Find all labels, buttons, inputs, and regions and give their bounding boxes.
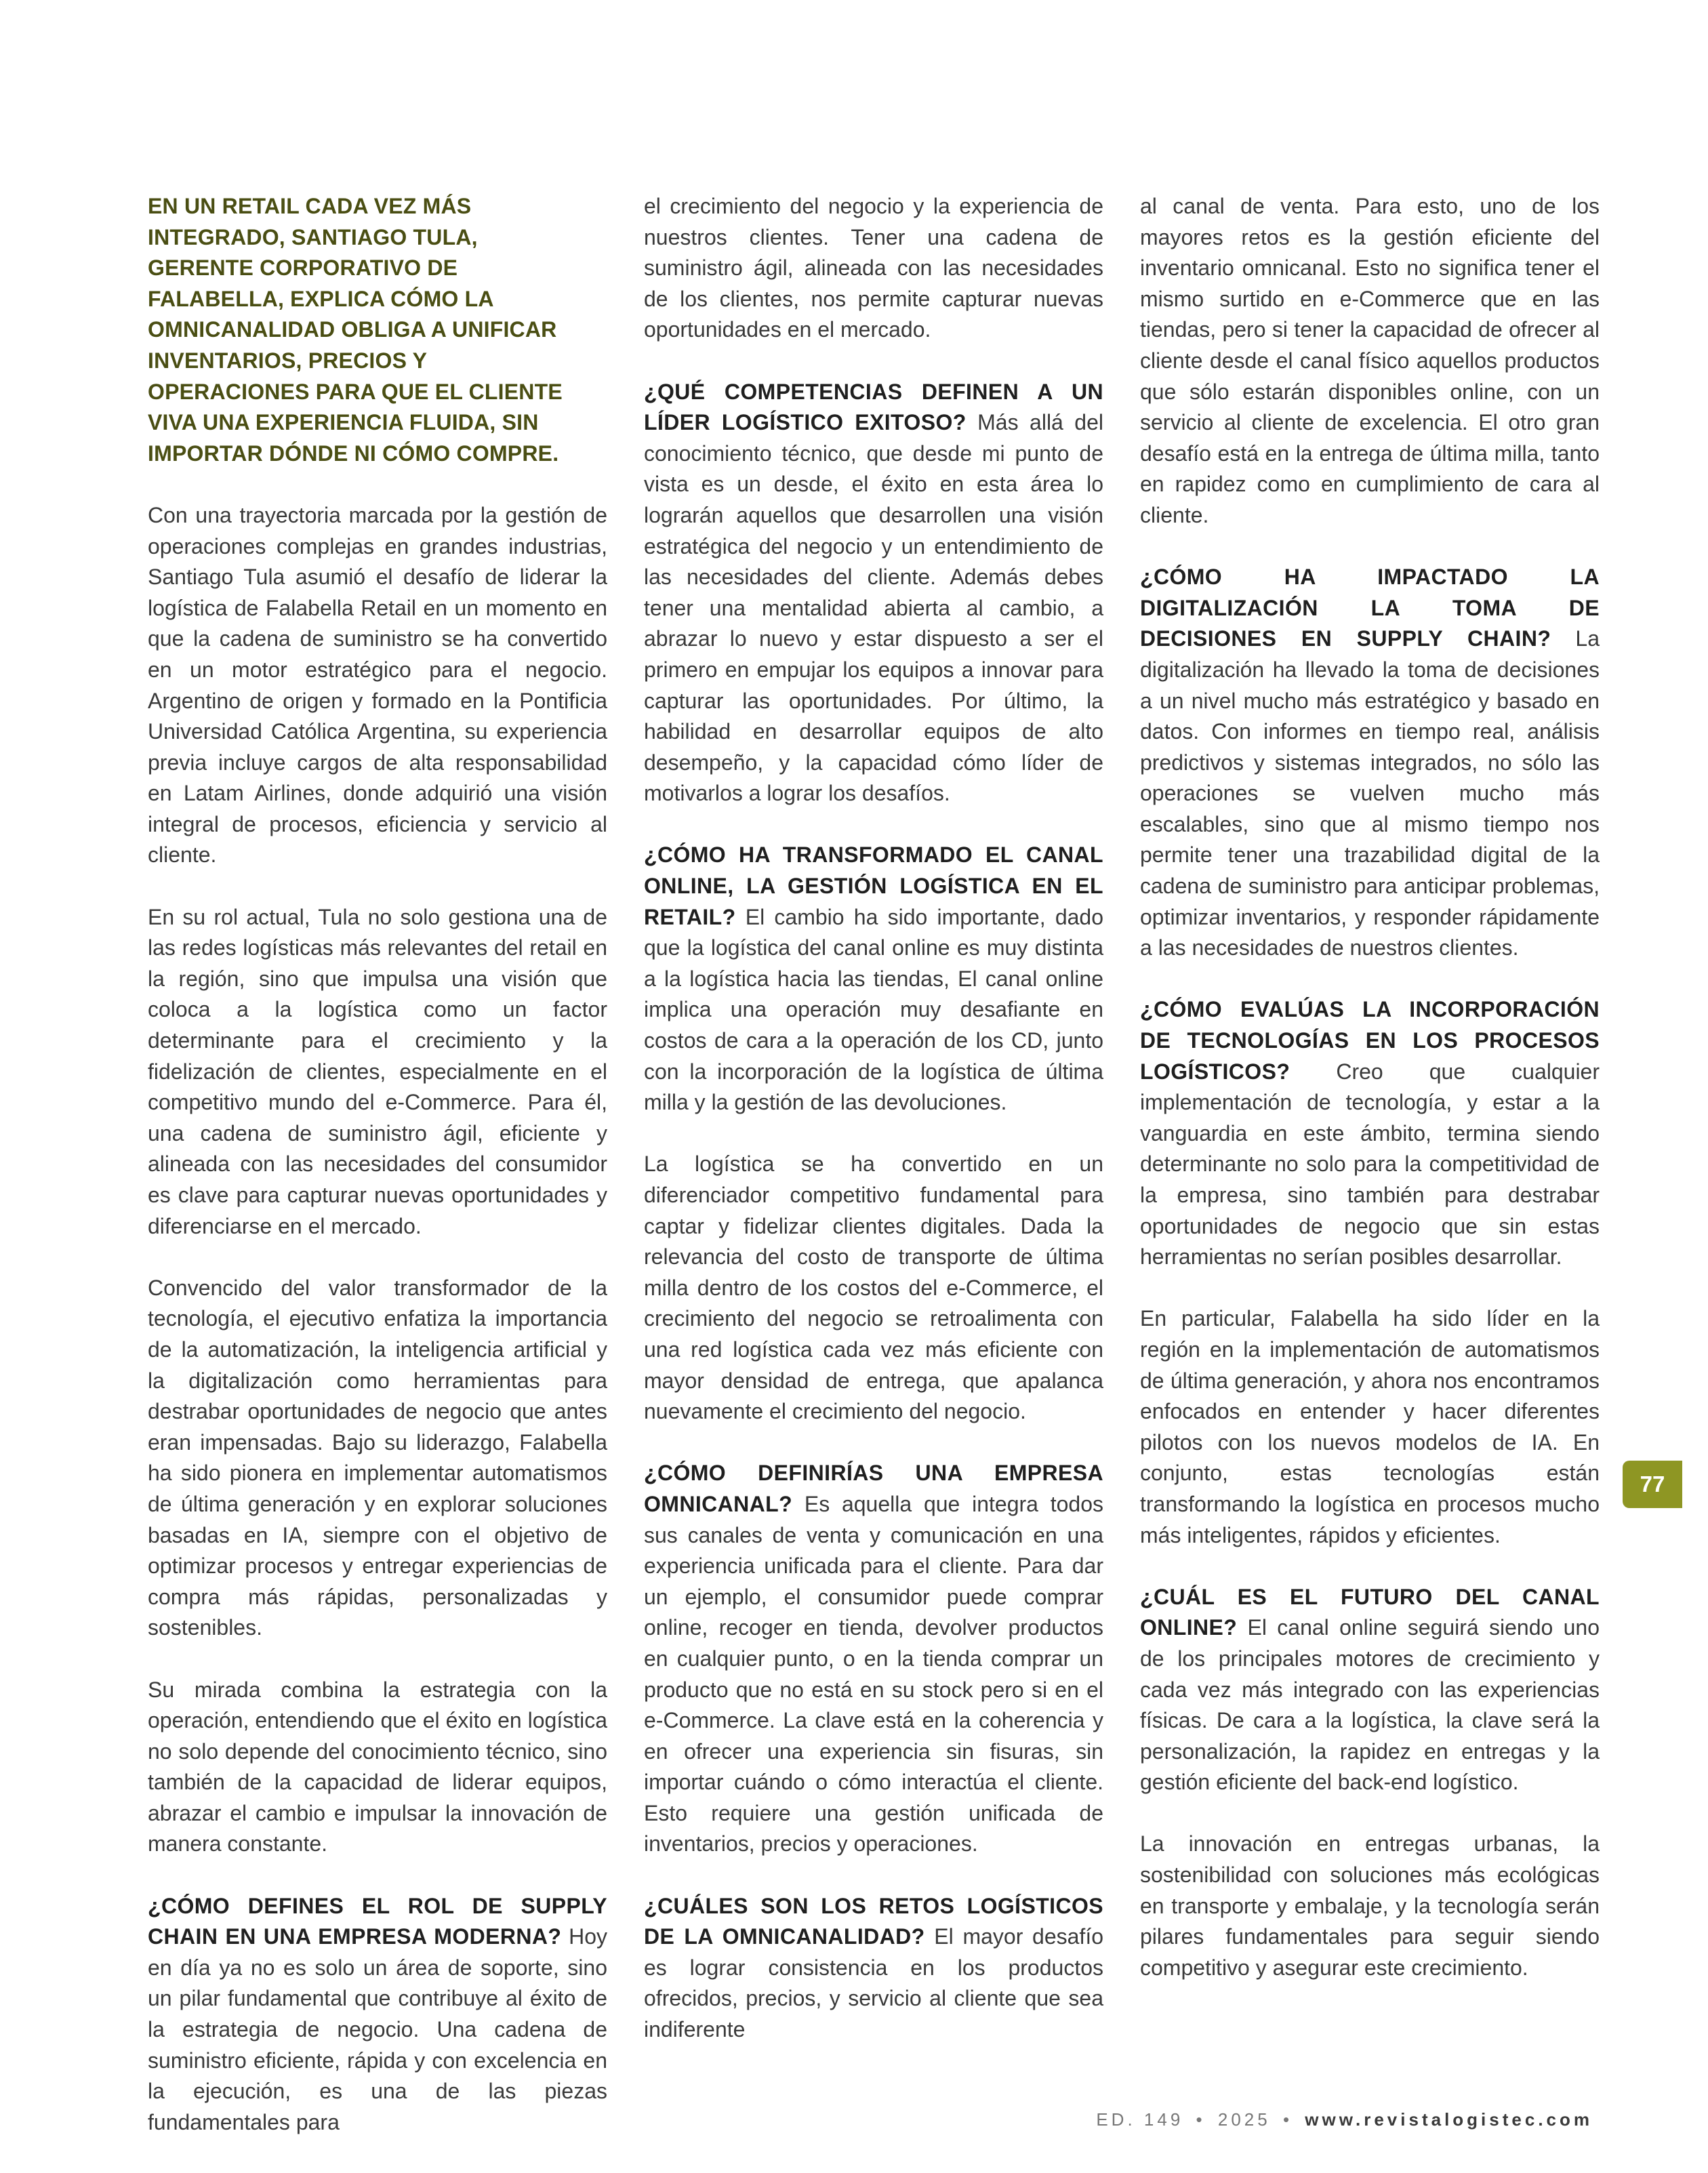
qa-block xyxy=(644,1458,1103,1860)
qa-block xyxy=(1140,562,1600,964)
question: ¿CÓMO HA IMPACTADO LA DIGITALIZACIÓN LA TOMA DE DECISIONES EN SUPPLY CHAIN? xyxy=(1140,565,1600,651)
paragraph: Su mirada combina la estrategia con la operación, entendiendo que el éxito en logística no solo depende del conocimiento técnico, sino también de la capacidad de liderar equipos, abrazar el cambio e impulsar la innovación de manera constante. xyxy=(148,1677,607,1856)
edition-label: ED. 149 xyxy=(1096,2109,1184,2130)
question: ¿CÓMO EVALÚAS LA INCORPORACIÓN DE TECNOLOGÍAS EN LOS PROCESOS LOGÍSTICOS? xyxy=(1140,997,1600,1084)
paragraph: En particular, Falabella ha sido líder en la región en la implementación de automatismos de última generación, y ahora nos encontramos enfocados en entender y hacer diferentes pilotos con los nuevos modelos de IA. En conjunto, estas tecnologías están transformando la logística en procesos mucho más inteligentes, rápidos y eficientes. xyxy=(1140,1306,1600,1547)
website-link[interactable]: www.revistalogistec.com xyxy=(1305,2109,1593,2130)
paragraph: Convencido del valor transformador de la tecnología, el ejecutivo enfatiza la importancia de la automatización, la inteligencia artificial y la digitalización como herramientas para destrabar oportunidades de negocio que antes eran impensadas. Bajo su liderazgo, Falabella ha sido pionera en implementar automatismos de última generación y en explorar soluciones basadas en IA, siempre con el objetivo de optimizar procesos y entregar experiencias de compra más rápidas, personalizadas y sostenibles. xyxy=(148,1275,607,1640)
article-column-1 xyxy=(148,191,607,2169)
qa-block xyxy=(644,377,1103,809)
year-label: 2025 xyxy=(1217,2109,1271,2130)
qa-block xyxy=(1140,1582,1600,1798)
paragraph: el crecimiento del negocio y la experiencia de nuestros clientes. Tener una cadena de suministro ágil, alineada con las necesidades de los clientes, nos permite capturar nuevas oportunidades en el mercado. xyxy=(644,194,1103,342)
answer: El mayor desafío es lograr consistencia en los productos ofrecidos, precios, y servicio al cliente que sea indiferente xyxy=(644,1924,1104,2042)
paragraph: al canal de venta. Para esto, uno de los mayores retos es la gestión eficiente del inventario omnicanal. Esto no significa tener el mismo surtido en e-Commerce que en las tiendas, pero si tener la capacidad de ofrecer al cliente desde el canal físico aquellos productos que sólo estarán disponibles online, con un servicio al cliente de excelencia. El otro gran desafío está en la entrega de última milla, tanto en rapidez como en cumplimiento de cara al cliente. xyxy=(1140,194,1600,527)
answer: La digitalización ha llevado la toma de decisiones a un nivel mucho más estratégico y basado en datos. Con informes en tiempo real, análisis predictivos y sistemas integrados, no sólo las operaciones se vuelven mucho más escalables, sino que al mismo tiempo nos permite tener una trazabilidad digital de la cadena de suministro para anticipar problemas, optimizar inventarios, y responder rápidamente a las necesidades de nuestros clientes. xyxy=(1140,626,1600,960)
footer-separator: • xyxy=(1196,2109,1206,2130)
qa-block xyxy=(644,840,1103,1118)
article-lead: EN UN RETAIL CADA VEZ MÁS INTEGRADO, SANTIAGO TULA, GERENTE CORPORATIVO DE FALABELLA, EXPLICA CÓMO LA OMNICANALIDAD OBLIGA A UNIFICAR INVENTARIOS, PRECIOS Y OPERACIONES PARA QUE EL CLIENTE VIVA UNA EXPERIENCIA FLUIDA, SIN IMPORTAR DÓNDE NI CÓMO COMPRE. xyxy=(148,194,563,466)
answer: Es aquella que integra todos sus canales de venta y comunicación en una experiencia unificada para el cliente. Para dar un ejemplo, el consumidor puede comprar online, recoger en tienda, devolver productos en cualquier punto, o en la tienda comprar un producto que no está en su stock pero si en el e-Commerce. La clave está en la coherencia y en ofrecer una experiencia sin fisuras, sin importar cuándo o cómo interactúa el cliente. Esto requiere una gestión unificada de inventarios, precios y operaciones. xyxy=(644,1491,1103,1856)
article-column-2 xyxy=(644,191,1103,2076)
qa-block xyxy=(148,1891,607,2138)
answer: Hoy en día ya no es solo un área de soporte, sino un pilar fundamental que contribuye al éxito de la estrategia de negocio. Una cadena de suministro eficiente, rápida y con excelencia en la ejecución, es una de las piezas fundamentales para xyxy=(148,1924,607,2134)
answer: El canal online seguirá siendo uno de los principales motores de crecimiento y cada vez más integrado con las experiencias físicas. De cara a la logística, la clave será la personalización, la rapidez en entregas y la gestión eficiente del back-end logístico. xyxy=(1140,1615,1600,1795)
article-column-3 xyxy=(1140,191,1600,2014)
question: ¿CÓMO DEFINIRÍAS UNA EMPRESA OMNICANAL? xyxy=(644,1461,1103,1516)
paragraph: Con una trayectoria marcada por la gestión de operaciones complejas en grandes industrias, Santiago Tula asumió el desafío de liderar la logística de Falabella Retail en un momento en que la cadena de suministro se ha convertido en un motor estratégico para el negocio. Argentino de origen y formado en la Pontificia Universidad Católica Argentina, su experiencia previa incluye cargos de alta responsabilidad en Latam Airlines, donde adquirió una visión integral de procesos, eficiencia y servicio al cliente. xyxy=(148,502,607,868)
question: ¿CUÁLES SON LOS RETOS LOGÍSTICOS DE LA OMNICANALIDAD? xyxy=(644,1893,1103,1949)
qa-block xyxy=(1140,994,1600,1272)
question: ¿QUÉ COMPETENCIAS DEFINEN A UN LÍDER LOGÍSTICO EXITOSO? xyxy=(644,379,1103,435)
answer: Creo que cualquier implementación de tecnología, y estar a la vanguardia en este ámbito, termina siendo determinante no solo para la competitividad de la empresa, sino también para destrabar oportunidades de negocio que sin estas herramientas no serían posibles desarrollar. xyxy=(1140,1059,1600,1270)
qa-block xyxy=(644,1891,1103,2046)
question: ¿CÓMO HA TRANSFORMADO EL CANAL ONLINE, LA GESTIÓN LOGÍSTICA EN EL RETAIL? xyxy=(644,842,1103,929)
paragraph: En su rol actual, Tula no solo gestiona una de las redes logísticas más relevantes del retail en la región, sino que impulsa una visión que coloca a la logística como un factor determinante para el crecimiento y la fidelización de clientes, especialmente en el competitivo mundo del e-Commerce. Para él, una cadena de suministro ágil, eficiente y alineada con las necesidades del consumidor es clave para capturar nuevas oportunidades y diferenciarse en el mercado. xyxy=(148,904,607,1238)
page-footer xyxy=(1096,2109,1593,2130)
paragraph: La logística se ha convertido en un diferenciador competitivo fundamental para captar y fidelizar clientes digitales. Dada la relevancia del costo de transporte de última milla dentro de los costos del e-Commerce, el crecimiento del negocio se retroalimenta con una red logística cada vez más eficiente con mayor densidad de entrega, que apalanca nuevamente el crecimiento del negocio. xyxy=(644,1152,1103,1424)
page-number-badge: 77 xyxy=(1623,1461,1682,1508)
question: ¿CÓMO DEFINES EL ROL DE SUPPLY CHAIN EN UNA EMPRESA MODERNA? xyxy=(148,1893,607,1949)
answer: El cambio ha sido importante, dado que la logística del canal online es muy distinta a la logística hacia las tiendas, El canal online implica una operación muy desafiante en costos de cara a la operación de los CD, junto con la incorporación de la logística de última milla y la gestión de las devoluciones. xyxy=(644,904,1103,1115)
paragraph: La innovación en entregas urbanas, la sostenibilidad con soluciones más ecológicas en transporte y embalaje, y la tecnología serán pilares fundamentales para seguir siendo competitivo y asegurar este crecimiento. xyxy=(1140,1831,1600,1980)
answer: Más allá del conocimiento técnico, que desde mi punto de vista es un desde, el éxito en esta área lo lograrán aquellos que desarrollen una visión estratégica del negocio y un entendimiento de las necesidades del cliente. Además debes tener una mentalidad abierta al cambio, a abrazar lo nuevo y estar dispuesto a ser el primero en empujar los equipos a innovar para capturar las oportunidades. Por último, la habilidad en desarrollar equipos de alto desempeño, y la capacidad cómo líder de motivarlos a lograr los desafíos. xyxy=(644,410,1103,806)
footer-separator: • xyxy=(1282,2109,1293,2130)
question: ¿CUÁL ES EL FUTURO DEL CANAL ONLINE? xyxy=(1140,1584,1600,1640)
